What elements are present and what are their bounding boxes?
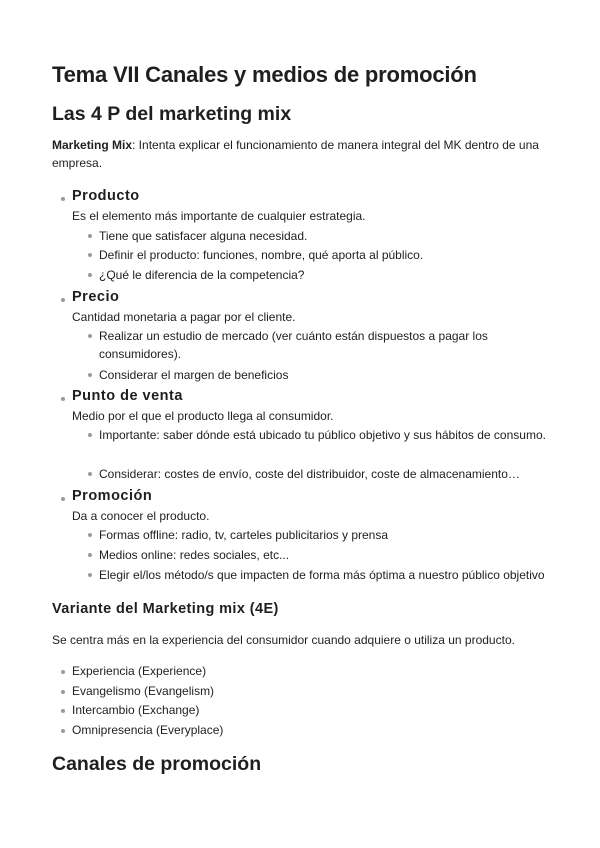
list-item: Formas offline: radio, tv, carteles publicitarios y prensa <box>99 526 554 544</box>
bullet-icon <box>88 553 92 557</box>
bullet-icon <box>88 373 92 377</box>
p-desc-precio: Cantidad monetaria a pagar por el cliente. <box>72 310 296 324</box>
list-item: Realizar un estudio de mercado (ver cuánto están dispuestos a pagar los consumidores). <box>99 327 554 363</box>
p-title-producto: Producto <box>72 188 140 204</box>
intro-term: Marketing Mix <box>52 138 133 152</box>
list-item: Considerar: costes de envío, coste del distribuidor, coste de almacenamiento… <box>99 465 554 483</box>
bullet-icon <box>61 690 65 694</box>
variant-text: Se centra más en la experiencia del consumidor cuando adquiere o utiliza un producto. <box>52 633 515 647</box>
p-desc-producto: Es el elemento más importante de cualquier estrategia. <box>72 209 366 223</box>
intro-paragraph <box>52 136 552 172</box>
bullet-icon <box>88 433 92 437</box>
p-title-punto-de-venta: Punto de venta <box>72 388 183 404</box>
p-desc-promocion: Da a conocer el producto. <box>72 509 210 523</box>
bullet-icon <box>61 729 65 733</box>
bullet-icon <box>61 709 65 713</box>
bullet-icon <box>88 472 92 476</box>
p-title-promocion: Promoción <box>72 488 153 504</box>
bullet-icon <box>88 533 92 537</box>
list-item: Elegir el/los método/s que impacten de forma más óptima a nuestro público objetivo <box>99 566 554 584</box>
list-item: Evangelismo (Evangelism) <box>72 684 214 698</box>
list-item: Intercambio (Exchange) <box>72 703 199 717</box>
variant-heading: Variante del Marketing mix (4E) <box>52 601 279 617</box>
bullet-icon <box>88 573 92 577</box>
bullet-icon <box>88 253 92 257</box>
list-item: Medios online: redes sociales, etc... <box>99 546 554 564</box>
p-desc-punto-de-venta: Medio por el que el producto llega al consumidor. <box>72 409 334 423</box>
page-title: Tema VII Canales y medios de promoción <box>52 62 477 87</box>
bullet-icon <box>61 298 65 302</box>
list-item: Experiencia (Experience) <box>72 664 206 678</box>
list-item: Tiene que satisfacer alguna necesidad. <box>99 227 554 245</box>
p-title-precio: Precio <box>72 289 120 305</box>
intro-text: : Intenta explicar el funcionamiento de manera integral del MK dentro de una empresa. <box>52 138 539 170</box>
section-heading-4p: Las 4 P del marketing mix <box>52 103 292 125</box>
list-item: Omnipresencia (Everyplace) <box>72 723 223 737</box>
bullet-icon <box>61 497 65 501</box>
bullet-icon <box>88 273 92 277</box>
list-item: Considerar el margen de beneficios <box>99 366 554 384</box>
bullet-icon <box>61 197 65 201</box>
bullet-icon <box>61 670 65 674</box>
section-heading-canales: Canales de promoción <box>52 753 262 775</box>
bullet-icon <box>88 234 92 238</box>
bullet-icon <box>61 397 65 401</box>
list-item: ¿Qué le diferencia de la competencia? <box>99 266 554 284</box>
list-item: Importante: saber dónde está ubicado tu público objetivo y sus hábitos de consumo. <box>99 426 554 444</box>
list-item: Definir el producto: funciones, nombre, qué aporta al público. <box>99 246 554 264</box>
bullet-icon <box>88 334 92 338</box>
